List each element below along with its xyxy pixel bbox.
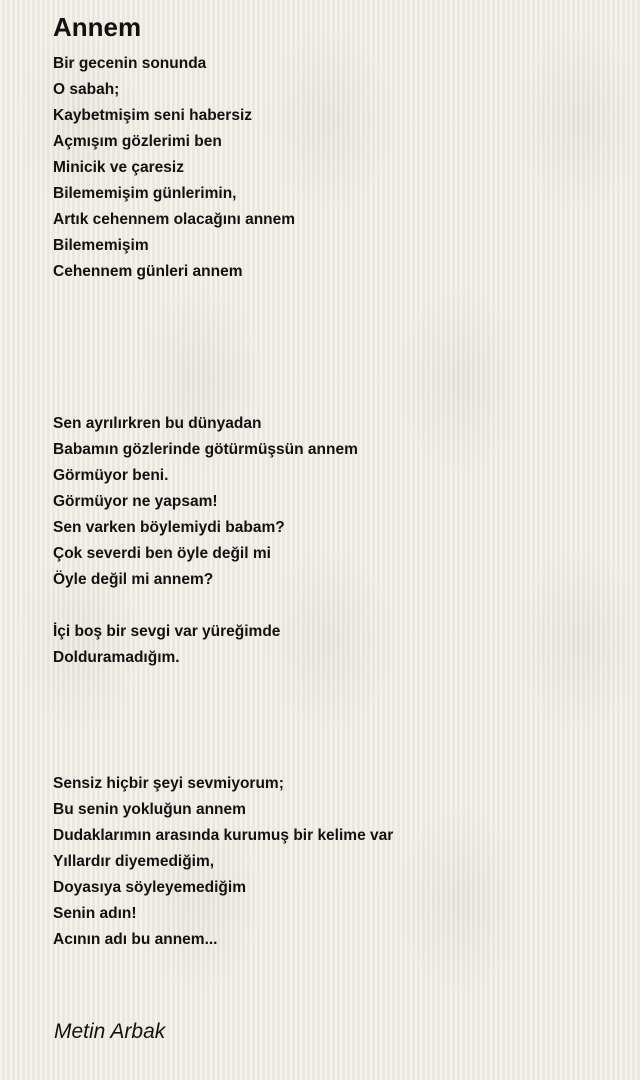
poem-line: Senin adın! [53, 905, 137, 922]
poem-line: Yıllardır diyemediğim, [53, 853, 215, 870]
poem-line: Açmışım gözlerimi ben [53, 133, 222, 150]
poem-line: Bilememişim [53, 237, 149, 254]
poem-line: Acının adı bu annem... [53, 931, 218, 948]
poem-line: Kaybetmişim seni habersiz [53, 107, 252, 124]
poem-title: Annem [53, 12, 142, 42]
poem-stanza-2 [53, 411, 358, 671]
poem-line: İçi boş bir sevgi var yüreğimde [53, 623, 281, 640]
poem-line: Minicik ve çaresiz [53, 159, 184, 176]
poem-author: Metin Arbak [54, 1020, 166, 1043]
poem-line: Dudaklarımın arasında kurumuş bir kelime var [53, 827, 394, 844]
poem-line: Çok severdi ben öyle değil mi [53, 545, 271, 562]
poem-stanza-1 [53, 51, 295, 285]
poem-line: Babamın gözlerinde götürmüşsün annem [53, 441, 358, 458]
poem-line: Bu senin yokluğun annem [53, 801, 246, 818]
poem-line: Bir gecenin sonunda [53, 55, 207, 72]
poem-line: Bilememişim günlerimin, [53, 185, 237, 202]
poem-line: Sen ayrılırkren bu dünyadan [53, 415, 262, 432]
poem-line: Cehennem günleri annem [53, 263, 243, 280]
poem-line: O sabah; [53, 81, 120, 98]
poem-stanza-3 [53, 771, 393, 953]
poem-line: Görmüyor ne yapsam! [53, 493, 218, 510]
poem-line: Dolduramadığım. [53, 649, 180, 666]
poem-line: Sensiz hiçbir şeyi sevmiyorum; [53, 775, 284, 792]
poem-line: Doyasıya söyleyemediğim [53, 879, 246, 896]
poem-line: Artık cehennem olacağını annem [53, 211, 296, 228]
poem-line: Öyle değil mi annem? [53, 571, 214, 588]
poem-line: Görmüyor beni. [53, 467, 169, 484]
poem-blank-line [53, 593, 358, 619]
poem-line: Sen varken böylemiydi babam? [53, 519, 285, 536]
